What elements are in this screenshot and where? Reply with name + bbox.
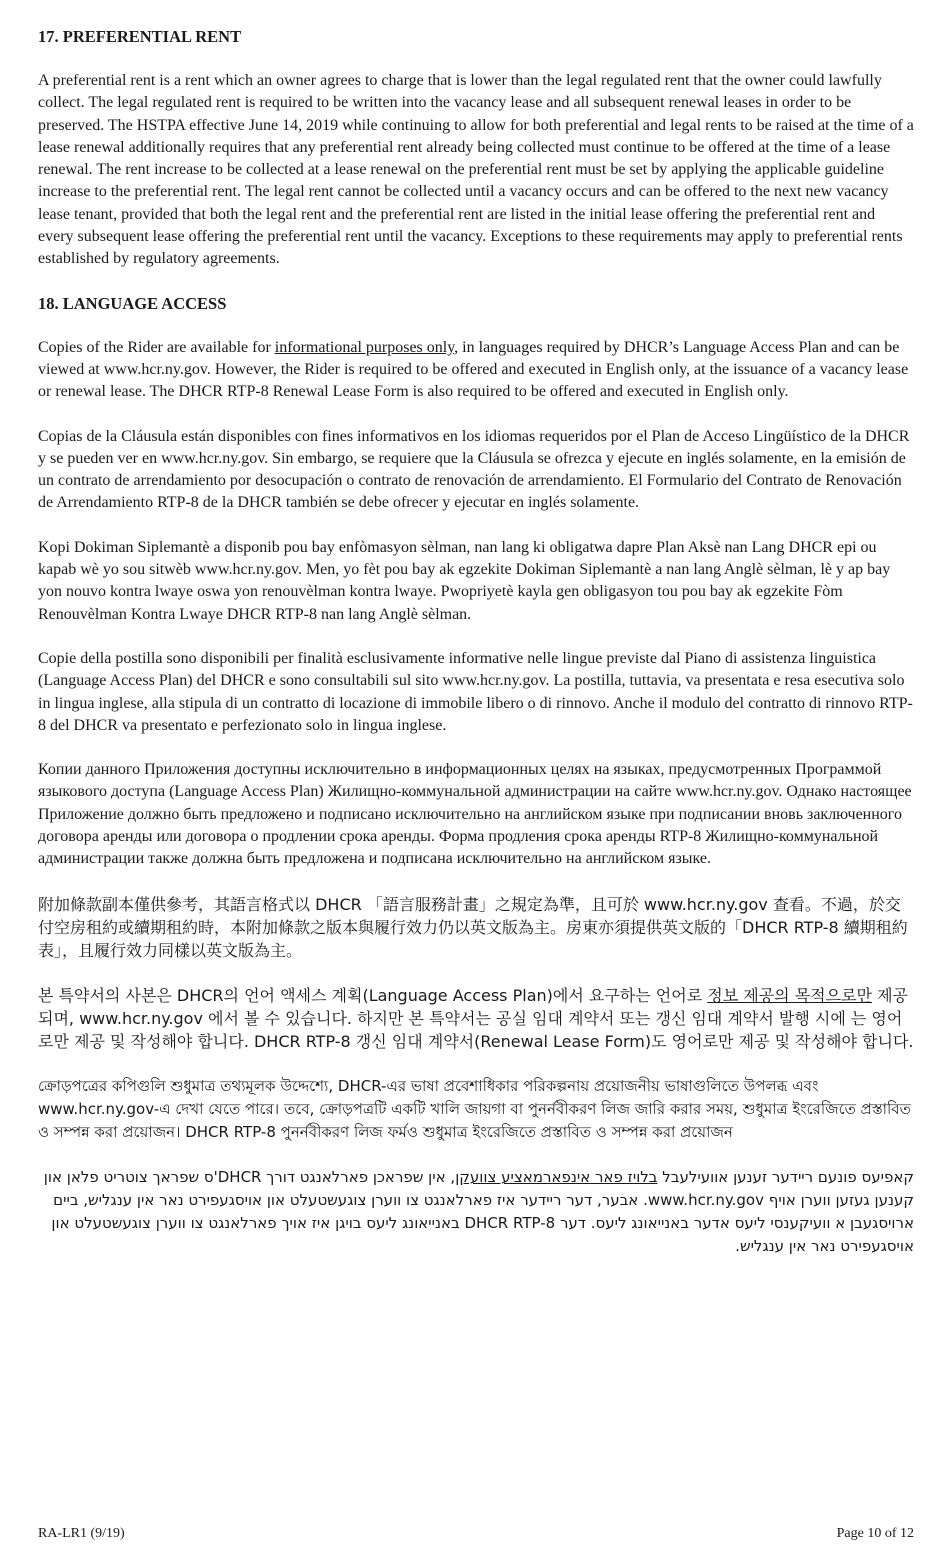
yiddish-text-post: , אין שפראכן פארלאנגט דורך DHCR'ס שפראך צוטריט פלאן און קענען געזען ווערן אויף www.hcr.ny.gov. אבער, דער ריידער איז פארלאנגט צו ווערן צוגעשטעלט און אויסגעפירט נאר אין ענגליש, ביים ארויסגעבן א וועיקענסי ליעס אדער באנייאונג ליעס. דער DHCR RTP-8 באנייאונג ליעס בויגן איז אויך פארלאנגט צו ווערן צוגעשטעלט און אויסגעפירט נאר אין ענגליש. xyxy=(43,1167,914,1255)
language-access-yiddish xyxy=(38,1166,914,1258)
english-text-post: , in languages required by DHCR’s Language Access Plan and can be viewed at www.hcr.ny.gov. However, the Rider is required to be offered and executed in English only, at the issuance of a vacancy lease or renewal lease. The DHCR RTP-8 Renewal Lease Form is also required to be offered and executed in English only. xyxy=(38,338,909,401)
korean-text-underlined: 정보 제공의 목적으로만 xyxy=(707,985,872,1005)
language-access-chinese: 附加條款副本僅供參考，其語言格式以 DHCR 「語言服務計畫」之規定為準，且可於 www.hcr.ny.gov 查看。不過，於交付空房租約或續期租約時，本附加條款之版本與履行效力仍以英文版為主。房東亦須提供英文版的「DHCR RTP-8 續期租約表」，且履行效力同樣以英文版為主。 xyxy=(38,894,908,960)
section-17-body: A preferential rent is a rent which an owner agrees to charge that is lower than the legal regulated rent that the owner could lawfully collect. The legal regulated rent is required to be written into the vacancy lease and all subsequent renewal leases in order to be preserved. The HSTPA effective June 14, 2019 while continuing to allow for both preferential and legal rents to be raised at the time of a lease renewal additionally requires that any preferential rent already being collected must continue to be offered at the time of a lease renewal. The rent increase to be collected at a lease renewal on the preferential rent must be set by applying the applicable guideline increase to the preferential rent. The legal rent cannot be collected until a vacancy occurs and can be offered to the next new vacancy lease tenant, provided that both the legal rent and the preferential rent are listed in the initial lease offering the preferential rent and every subsequent lease offering the preferential rent until the vacancy. Exceptions to these requirements may apply to preferential rents established by regulatory agreements. xyxy=(38,72,914,268)
language-access-korean xyxy=(38,984,914,1053)
document-page xyxy=(38,26,914,1280)
language-access-english xyxy=(38,337,914,404)
language-access-bengali: ক্রোড়পত্রের কপিগুলি শুধুমাত্র তথ্যমূলক উদ্দেশ্যে, DHCR-এর ভাষা প্রবেশাধিকার পরিকল্পনায় প্রয়োজনীয় ভাষাগুলিতে উপলব্ধ এবং www.hcr.ny.gov-এ দেখা যেতে পারে। তবে, ক্রোড়পত্রটি একটি খালি জায়গা বা পুনর্নবীকরণ লিজ জারি করার সময়, শুধুমাত্র ইংরেজিতে প্রস্তাবিত ও সম্পন্ন করা প্রয়োজন। DHCR RTP-8 পুনর্নবীকরণ লিজ ফর্মও শুধুমাত্র ইংরেজিতে প্রস্তাবিত ও সম্পন্ন করা প্রয়োজন xyxy=(38,1076,911,1141)
language-access-spanish: Copias de la Cláusula están disponibles con fines informativos en los idiomas requeridos por el Plan de Acceso Lingüístico de la DHCR y se pueden ver en www.hcr.ny.gov. Sin embargo, se requiere que la Cláusula se ofrezca y ejecute en inglés solamente, en la emisión de un contrato de arrendamiento por desocupación o contrato de renovación de arrendamiento. El Formulario del Contrato de Renovación de Arrendamiento RTP-8 de la DHCR también se debe ofrecer y ejecutar en inglés solamente. xyxy=(38,427,910,512)
language-access-italian: Copie della postilla sono disponibili per finalità esclusivamente informative nelle lingue previste dal Piano di assistenza linguistica (Language Access Plan) del DHCR e sono consultabili sul sito www.hcr.ny.gov. La postilla, tuttavia, va presentata e resa esecutiva solo in lingua inglese, alla stipula di un contratto di locazione di immobile libero o di rinnovo. Anche il modulo del contratto di rinnovo RTP-8 del DHCR va presentato e perfezionato solo in lingua inglese. xyxy=(38,649,913,734)
page-footer xyxy=(38,1526,914,1542)
yiddish-text-underlined: בלויז פאר אינפארמאציע צוועקן xyxy=(455,1167,658,1186)
language-access-haitian-creole: Kopi Dokiman Siplemantè a disponib pou bay enfòmasyon sèlman, nan lang ki obligatwa dapre Plan Aksè nan Lang DHCR epi ou kapab wè yo sou sitwèb www.hcr.ny.gov. Men, yo fèt pou bay ak egzekite Dokiman Siplemantè a nan lang Anglè sèlman, lè y ap bay yon nouvo kontra lwaye oswa yon renouvèlman kontra lwaye. Pwopriyetè kayla gen obligasyon tou pou bay ak egzekite Fòm Renouvèlman Kontra Lwaye DHCR RTP-8 nan lang Anglè sèlman. xyxy=(38,538,891,623)
section-18-heading: 18. LANGUAGE ACCESS xyxy=(38,293,227,313)
language-access-russian: Копии данного Приложения доступны исключительно в информационных целях на языках, предусмотренных Программой языкового доступа (Language Access Plan) Жилищно-коммунальной администрации на сайте www.hcr.ny.gov. Однако настоящее Приложение должно быть предложено и подписано исключительно на английском языке при подписании вновь заключенного договора аренды или договора о продлении срока аренды. Форма продления срока аренды RTP-8 Жилищно-коммунальной администрации также должна быть предложена и подписана исключительно на английском языке. xyxy=(38,761,912,868)
english-text-pre: Copies of the Rider are available for xyxy=(38,338,275,356)
form-id: RA-LR1 (9/19) xyxy=(38,1526,125,1541)
english-text-underlined: informational purposes only xyxy=(274,338,455,356)
page-number: Page 10 of 12 xyxy=(836,1526,914,1541)
yiddish-text-pre: קאפיעס פונעם ריידער זענען אוועילעבל xyxy=(657,1167,914,1186)
section-17-heading: 17. PREFERENTIAL RENT xyxy=(38,27,242,46)
korean-text-pre: 본 특약서의 사본은 DHCR의 언어 액세스 계획(Language Access Plan)에서 요구하는 언어로 xyxy=(38,985,708,1005)
korean-text-post: 제공되며, www.hcr.ny.gov 에서 볼 수 있습니다. 하지만 본 특약서는 공실 임대 계약서 또는 갱신 임대 계약서 발행 시에 는 영어로만 제공 및 작성해야 합니다. DHCR RTP-8 갱신 임대 계약서(Renewal Lease Form)도 영어로만 제공 및 작성해야 합니다. xyxy=(38,985,914,1051)
